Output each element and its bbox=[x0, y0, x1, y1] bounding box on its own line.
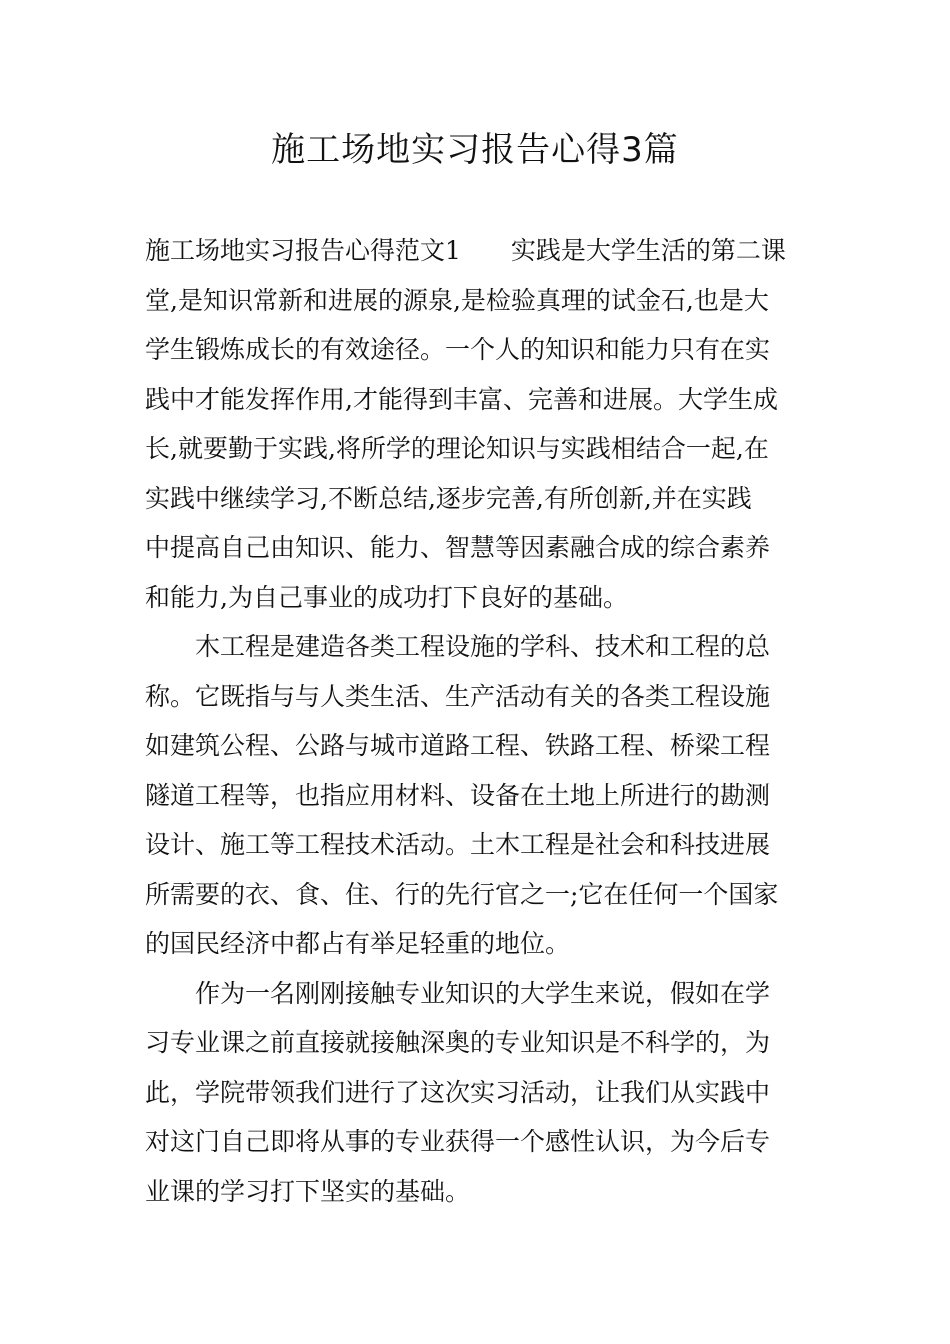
paragraph-2 bbox=[145, 622, 805, 969]
paragraph-line: 业课的学习打下坚实的基础。 bbox=[145, 1176, 471, 1206]
paragraph-line: 施工场地实习报告心得范文1 实践是大学生活的第二课 bbox=[145, 236, 786, 265]
paragraph-line: 隧道工程等，也指应用材料、设备在土地上所进行的勘测 bbox=[145, 780, 771, 810]
paragraph-line: 如建筑公程、公路与城市道路工程、铁路工程、桥梁工程 bbox=[145, 731, 771, 760]
document-title: 施工场地实习报告心得3篇 bbox=[271, 130, 679, 170]
paragraph-line: 长,就要勤于实践,将所学的理论知识与实践相结合一起,在 bbox=[145, 434, 769, 463]
paragraph-line: 木工程是建造各类工程设施的学科、技术和工程的总 bbox=[145, 632, 771, 661]
paragraph-line: 和能力,为自己事业的成功打下良好的基础。 bbox=[145, 582, 628, 612]
paragraph-line: 学生锻炼成长的有效途径。一个人的知识和能力只有在实 bbox=[145, 335, 771, 364]
paragraph-line: 称。它既指与与人类生活、生产活动有关的各类工程设施 bbox=[145, 681, 771, 711]
paragraph-line: 实践中继续学习,不断总结,逐步完善,有所创新,并在实践 bbox=[145, 483, 752, 513]
paragraph-line: 践中才能发挥作用,才能得到丰富、完善和进展。大学生成 bbox=[145, 384, 778, 414]
paragraph-line: 的国民经济中都占有举足轻重的地位。 bbox=[145, 929, 571, 958]
document-body bbox=[145, 226, 805, 1216]
paragraph-line: 设计、施工等工程技术活动。土木工程是社会和科技进展 bbox=[145, 830, 771, 859]
paragraph-line: 此，学院带领我们进行了这次实习活动，让我们从实践中 bbox=[145, 1077, 771, 1107]
paragraph-line: 所需要的衣、食、住、行的先行官之一;它在任何一个国家 bbox=[145, 879, 779, 909]
paragraph-line: 堂,是知识常新和进展的源泉,是检验真理的试金石,也是大 bbox=[145, 285, 769, 315]
paragraph-line: 中提高自己由知识、能力、智慧等因素融合成的综合素养 bbox=[145, 533, 771, 562]
paragraph-line: 作为一名刚刚接触专业知识的大学生来说，假如在学 bbox=[145, 978, 771, 1008]
paragraph-line: 对这门自己即将从事的专业获得一个感性认识，为今后专 bbox=[145, 1127, 771, 1156]
paragraph-line: 习专业课之前直接就接触深奥的专业知识是不科学的，为 bbox=[145, 1028, 771, 1057]
paragraph-1 bbox=[145, 226, 805, 622]
paragraph-3 bbox=[145, 969, 805, 1217]
